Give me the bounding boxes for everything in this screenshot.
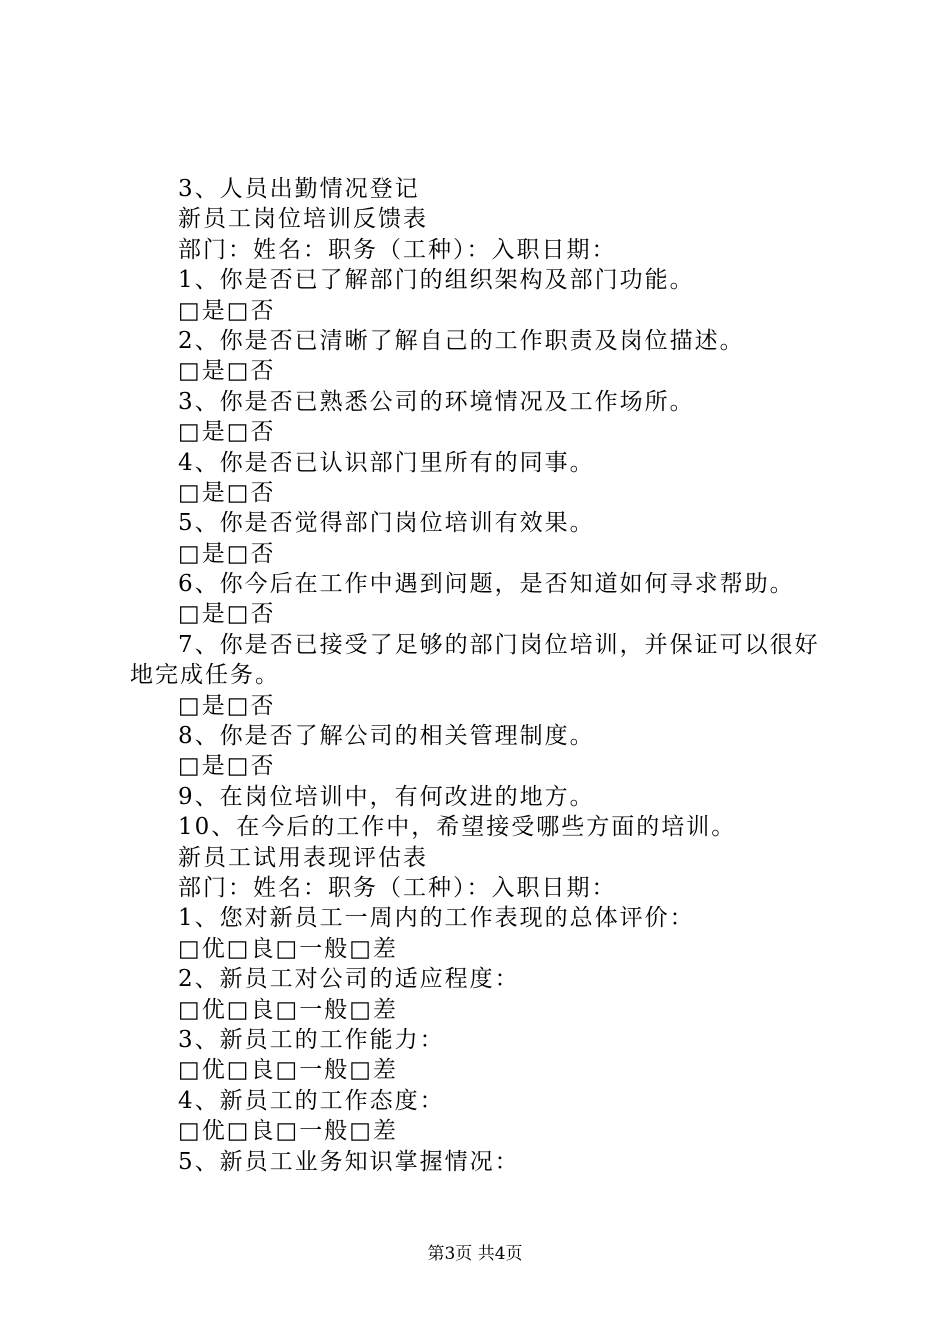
page-number-footer: 第3页 共4页 — [427, 1244, 523, 1264]
document-body — [130, 174, 830, 1177]
rating-options-3: □优□良□一般□差 — [178, 1057, 398, 1084]
answer-options-5: □是□否 — [178, 540, 276, 567]
eval-question-5: 5、新员工业务知识掌握情况： — [178, 1148, 520, 1175]
rating-options-4: □优□良□一般□差 — [178, 1118, 398, 1145]
answer-options-3: □是□否 — [178, 419, 276, 446]
question-2: 2、你是否已清晰了解自己的工作职责及岗位描述。 — [178, 327, 745, 354]
question-10: 10、在今后的工作中，希望接受哪些方面的培训。 — [178, 814, 737, 841]
eval-question-1: 1、您对新员工一周内的工作表现的总体评价： — [178, 905, 695, 932]
answer-options-1: □是□否 — [178, 297, 276, 324]
question-4: 4、你是否已认识部门里所有的同事。 — [178, 449, 595, 476]
section-title-training-feedback: 新员工岗位培训反馈表 — [178, 206, 428, 233]
form-header-fields: 部门：姓名：职务（工种）：入职日期： — [178, 236, 617, 263]
question-8: 8、你是否了解公司的相关管理制度。 — [178, 723, 595, 750]
question-6: 6、你今后在工作中遇到问题，是否知道如何寻求帮助。 — [178, 571, 795, 598]
eval-question-3: 3、新员工的工作能力： — [178, 1026, 445, 1053]
answer-options-4: □是□否 — [178, 479, 276, 506]
answer-options-6: □是□否 — [178, 601, 276, 628]
answer-options-8: □是□否 — [178, 753, 276, 780]
form-header-fields-2: 部门：姓名：职务（工种）：入职日期： — [178, 875, 617, 902]
eval-question-2: 2、新员工对公司的适应程度： — [178, 966, 520, 993]
question-7: 7、你是否已接受了足够的部门岗位培训，并保证可以很好地完成任务。 — [130, 631, 820, 689]
question-3: 3、你是否已熟悉公司的环境情况及工作场所。 — [178, 388, 695, 415]
rating-options-1: □优□良□一般□差 — [178, 935, 398, 962]
question-1: 1、你是否已了解部门的组织架构及部门功能。 — [178, 267, 695, 294]
section-title-probation-evaluation: 新员工试用表现评估表 — [178, 844, 428, 871]
attendance-item: 3、人员出勤情况登记 — [178, 176, 420, 202]
answer-options-7: □是□否 — [178, 692, 276, 719]
question-5: 5、你是否觉得部门岗位培训有效果。 — [178, 510, 595, 537]
question-9: 9、在岗位培训中，有何改进的地方。 — [178, 783, 595, 810]
answer-options-2: □是□否 — [178, 358, 276, 385]
eval-question-4: 4、新员工的工作态度： — [178, 1087, 445, 1114]
rating-options-2: □优□良□一般□差 — [178, 996, 398, 1023]
